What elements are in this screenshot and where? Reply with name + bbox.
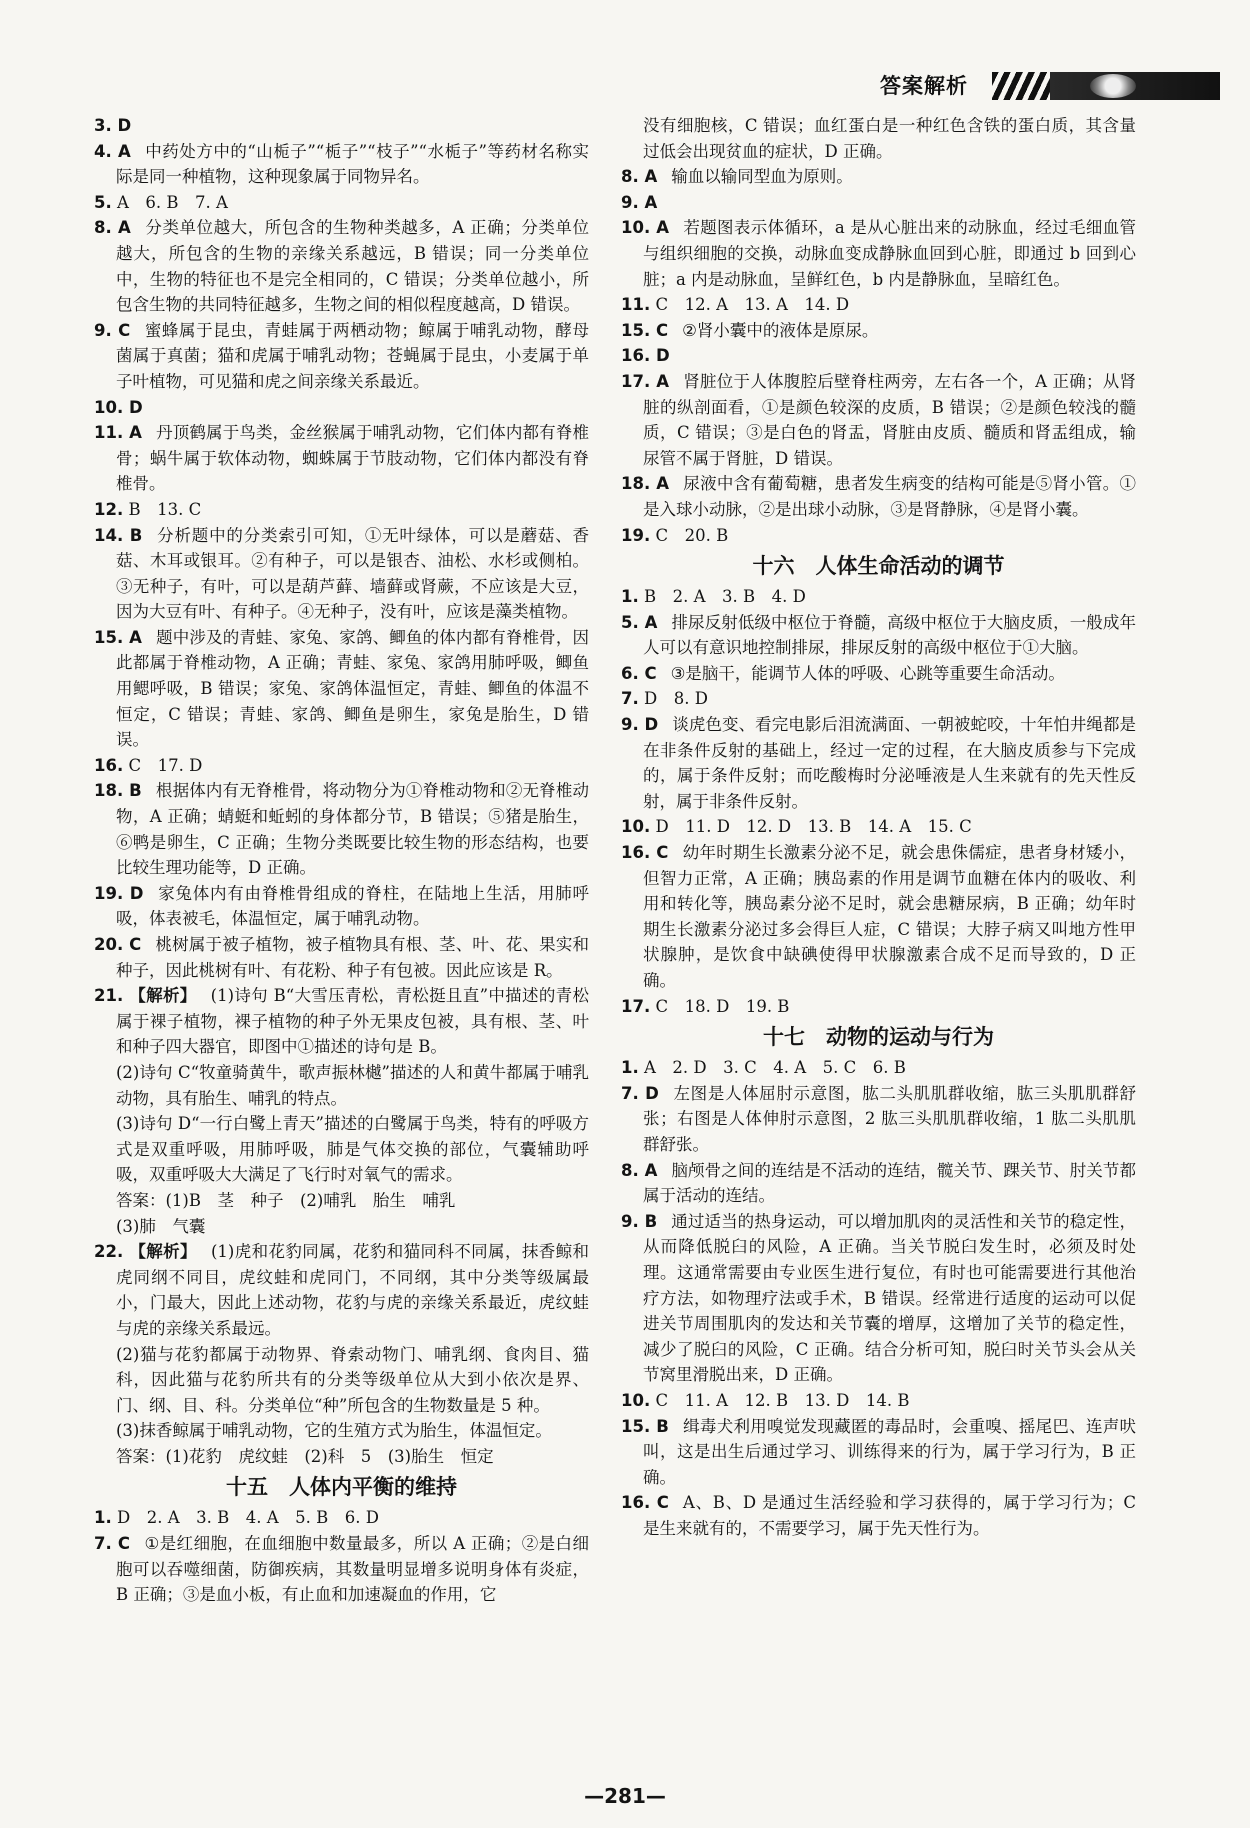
answer-item xyxy=(621,215,1136,292)
answer-letter: C xyxy=(638,663,657,683)
answer-letter: 【解析】 xyxy=(123,1242,197,1262)
question-number: 17. xyxy=(621,996,651,1016)
answer-item xyxy=(621,686,1136,712)
answer-text: 蜜蜂属于昆虫，青蛙属于两栖动物；鲸属于哺乳动物，酵母菌属于真菌；猫和虎属于哺乳动物；苍蝇属于昆虫，小麦属于单子叶植物，可见猫和虎之间亲缘关系最近。 xyxy=(116,320,590,391)
answer-text: 谈虎色变、看完电影后泪流满面、一朝被蛇咬，十年怕井绳都是在非条件反射的基础上，经过一定的过程，在大脑皮质参与下完成的，属于条件反射；而吃酸梅时分泌唾液是人生来就有的先天性反射，属于非条件反射。 xyxy=(643,715,1137,811)
answer-letter: A xyxy=(650,371,670,391)
question-number: 8. xyxy=(621,167,639,187)
section-title: 十七 动物的运动与行为 xyxy=(763,1025,994,1050)
answer-text: (1)虎和花豹同属，花豹和猫同科不同属，抹香鲸和虎同纲不同目，虎纹蛙和虎同门，不同纲，其中分类等级属最小，门最大，因此上述动物，花豹与虎的亲缘关系最近，虎纹蛙与虎的亲缘关系最远。 xyxy=(116,1242,590,1338)
answer-text: 脑颅骨之间的连结是不活动的连结，髋关节、踝关节、肘关节都属于活动的连结。 xyxy=(643,1160,1136,1206)
answer-text: 排尿反射低级中枢位于脊髓，高级中枢位于大脑皮质，一般成年人可以有意识地控制排尿，排尿反射的高级中枢位于①大脑。 xyxy=(643,612,1136,658)
question-number: 10. xyxy=(621,1390,651,1410)
question-number: 18. xyxy=(94,781,124,801)
answer-item xyxy=(94,932,589,983)
answer-item xyxy=(621,712,1136,814)
answer-text: B 13. C xyxy=(128,499,202,519)
question-number: 12. xyxy=(94,499,124,519)
question-number: 19. xyxy=(621,525,651,545)
answer-letter: D xyxy=(638,715,659,735)
answer-text: C 12. A 13. A 14. D xyxy=(655,295,850,315)
question-number: 4. xyxy=(94,141,112,161)
answer-item xyxy=(621,661,1136,687)
answer-letter: 【解析】 xyxy=(123,986,197,1006)
answer-letter: C xyxy=(123,935,142,954)
question-number: 11. xyxy=(621,295,651,315)
answer-item xyxy=(94,881,589,932)
answer-text: 分类单位越大，所包含的生物种类越多，A 正确；分类单位越大，所包含的生物的亲缘关系越远，B 错误；同一分类单位中，生物的特征也不是完全相同的，C 错误；分类单位越小，所包含生物的共同特征越多，生物之间的相似程度越高，D 错误。 xyxy=(116,218,589,315)
question-number: 16. xyxy=(621,346,651,366)
answer-item xyxy=(94,1531,589,1608)
answer-letter: C xyxy=(111,1534,131,1554)
answer-item xyxy=(621,164,1136,190)
page-header xyxy=(880,68,1220,104)
answer-continuation: (2)诗句 C“牧童骑黄牛，歌声振林樾”描述的人和黄牛都属于哺乳动物，具有胎生、哺乳的特点。 xyxy=(116,1062,589,1108)
question-number: 5. xyxy=(621,612,639,632)
answer-letter: A xyxy=(638,1160,658,1180)
answer-item xyxy=(94,497,589,523)
answer-letter: A xyxy=(650,474,670,494)
answer-item xyxy=(621,369,1136,471)
answer-text: 桃树属于被子植物，被子植物具有根、茎、叶、花、果实和种子，因此桃树有叶、有花粉、种子有包被。因此应该是 R。 xyxy=(116,935,590,980)
answer-item xyxy=(94,625,589,753)
answer-letter: A xyxy=(650,218,670,238)
question-number: 22. xyxy=(94,1242,124,1262)
answer-letter: D xyxy=(650,346,670,366)
answer-text: 家兔体内有由脊椎骨组成的脊柱，在陆地上生活，用肺呼吸，体表被毛，体温恒定，属于哺乳动物。 xyxy=(116,883,589,929)
question-number: 15. xyxy=(621,320,651,340)
answer-item xyxy=(621,292,1136,318)
question-number: 7. xyxy=(621,1083,639,1103)
answer-letter: B xyxy=(650,1416,669,1436)
answer-text: 丹顶鹤属于鸟类，金丝猴属于哺乳动物，它们体内都有脊椎骨；蜗牛属于软体动物，蜘蛛属于节肢动物，它们体内都没有脊椎骨。 xyxy=(116,423,589,494)
answer-text: ③是脑干，能调节人体的呼吸、心跳等重要生命活动。 xyxy=(670,663,1065,683)
question-number: 1. xyxy=(621,1058,639,1078)
question-number: 17. xyxy=(621,371,651,391)
question-number: 10. xyxy=(94,397,124,417)
answer-text: C 11. A 12. B 13. D 14. B xyxy=(655,1390,910,1410)
question-number: 16. xyxy=(621,843,651,863)
question-number: 8. xyxy=(94,218,112,238)
question-number: 18. xyxy=(621,474,651,494)
answer-item xyxy=(621,1490,1136,1541)
answer-item xyxy=(94,139,589,190)
answer-item xyxy=(94,523,589,625)
answer-letter: B xyxy=(123,525,143,545)
question-number: 1. xyxy=(621,587,639,607)
answer-item xyxy=(94,190,589,216)
answer-letter: D xyxy=(123,883,144,903)
answer-item xyxy=(621,814,1136,840)
question-number: 21. xyxy=(94,986,124,1006)
answer-item xyxy=(94,983,589,1060)
answer-letter: C xyxy=(650,843,669,863)
answer-text: D 11. D 12. D 13. B 14. A 15. C xyxy=(655,817,972,837)
answer-text: 根据体内有无脊椎骨，将动物分为①脊椎动物和②无脊椎动物，A 正确；蜻蜓和蚯蚓的身体都分节，B 错误；⑤猪是胎生，⑥鸭是卵生，C 正确；生物分类既要比较生物的形态结构，也要比较生理功能等，D 正确。 xyxy=(116,781,590,878)
answer-item xyxy=(621,1209,1136,1388)
question-number: 16. xyxy=(621,1493,651,1513)
answer-text: A、B、D 是通过生活经验和学习获得的，属于学习行为；C 是生来就有的，不需要学习，属于先天性行为。 xyxy=(643,1493,1137,1538)
question-number: 9. xyxy=(621,1211,639,1231)
header-title: 答案解析 xyxy=(880,74,968,98)
answer-letter: C xyxy=(111,320,131,340)
answer-letter: A xyxy=(123,627,142,647)
question-number: 10. xyxy=(621,817,651,837)
header-logo-icon xyxy=(1090,74,1136,98)
answer-text: D 8. D xyxy=(644,689,708,709)
answer-text: 分析题中的分类索引可知，①无叶绿体，可以是蘑菇、香菇、木耳或银耳。②有种子，可以是银杏、油松、水杉或侧柏。③无种子，有叶，可以是葫芦藓、墙藓或肾蕨，不应该是大豆，因为大豆有叶、有种子。④无种子，没有叶，应该是藻类植物。 xyxy=(116,525,590,622)
question-number: 1. xyxy=(94,1508,112,1528)
page-number: —281— xyxy=(584,1784,666,1808)
answer-text: ①是红细胞，在血细胞中数量最多，所以 A 正确；②是白细胞可以吞噬细菌，防御疾病，其数量明显增多说明身体有炎症，B 正确；③是血小板，有止血和加速凝血的作用，它 xyxy=(116,1534,589,1605)
answer-letter: A xyxy=(638,192,658,212)
question-number: 15. xyxy=(94,627,124,647)
section-title: 十五 人体内平衡的维持 xyxy=(226,1475,457,1500)
question-number: 15. xyxy=(621,1416,651,1436)
answer-item xyxy=(621,318,1136,344)
answer-item xyxy=(621,840,1136,994)
answer-item xyxy=(621,1055,1136,1081)
answer-item xyxy=(621,471,1136,522)
question-number: 7. xyxy=(94,1534,112,1554)
question-number: 3. xyxy=(94,116,112,135)
question-number: 9. xyxy=(621,192,639,212)
answer-item xyxy=(621,523,1136,549)
answer-text: 尿液中含有葡萄糖，患者发生病变的结构可能是⑤肾小管。①是入球小动脉，②是出球小动脉，③是肾静脉，④是肾小囊。 xyxy=(643,474,1137,519)
answer-continuation: (3)诗句 D“一行白鹭上青天”描述的白鹭属于鸟类，特有的呼吸方式是双重呼吸，用肺呼吸，肺是气体交换的部位，气囊辅助呼吸，双重呼吸大大满足了飞行时对氧气的需求。 xyxy=(116,1114,589,1185)
answer-continuation: (3)抹香鲸属于哺乳动物，它的生殖方式为胎生，体温恒定。 xyxy=(116,1421,552,1441)
answer-item xyxy=(94,753,589,779)
answer-text: A 2. D 3. C 4. A 5. C 6. B xyxy=(644,1058,906,1078)
answer-text: B 2. A 3. B 4. D xyxy=(644,587,806,607)
answer-item xyxy=(621,1388,1136,1414)
answer-text: 肾脏位于人体腹腔后壁脊柱两旁，左右各一个，A 正确；从肾脏的纵剖面看，①是颜色较深的皮质，B 错误；②是颜色较浅的髓质，C 错误；③是白色的肾盂，肾脏由皮质、髓质和肾盂组成，输尿管不属于肾脏，D 错误。 xyxy=(643,371,1137,468)
answer-text: C 20. B xyxy=(655,525,729,545)
answer-item xyxy=(94,113,589,139)
answer-letter: A xyxy=(123,423,142,443)
answer-letter: A xyxy=(638,612,658,632)
answer-continuation: 答案：(1)B 茎 种子 (2)哺乳 胎生 哺乳 xyxy=(116,1190,456,1210)
answer-text: D 2. A 3. B 4. A 5. B 6. D xyxy=(117,1508,379,1528)
answer-continuation: (3)肺 气囊 xyxy=(116,1216,206,1236)
answer-letter: C xyxy=(650,1493,669,1513)
answer-letter: D xyxy=(123,397,143,417)
question-number: 16. xyxy=(94,755,124,775)
question-number: 14. xyxy=(94,525,124,545)
answer-item xyxy=(621,584,1136,610)
answer-item xyxy=(94,420,589,497)
answer-text: 输血以输同型血为原则。 xyxy=(671,167,853,187)
answer-text: C 17. D xyxy=(128,755,203,775)
answer-text: 缉毒犬利用嗅觉发现藏匿的毒品时，会重嗅、摇尾巴、连声吠叫，这是出生后通过学习、训练得来的行为，属于学习行为，B 正确。 xyxy=(643,1416,1136,1487)
answer-item xyxy=(94,318,589,395)
answer-text: 通过适当的热身运动，可以增加肌肉的灵活性和关节的稳定性，从而降低脱臼的风险，A 正确。当关节脱臼发生时，必须及时处理。这通常需要由专业医生进行复位，有时也可能需要进行其他治疗方法，如物理疗法或手术，B 错误。经常进行适度的运动可以促进关节周围肌肉的发达和关节囊的增厚，这增加了关节的稳定性，减少了脱臼的风险，C 正确。结合分析可知，脱臼时关节头会从关节窝里滑脱出来，D 正确。 xyxy=(643,1211,1136,1385)
answer-continuation: (2)猫与花豹都属于动物界、脊索动物门、哺乳纲、食肉目、猫科，因此猫与花豹所共有的分类等级单位从大到小依次是界、门、纲、目、科。分类单位“种”所包含的生物数量是 5 种。 xyxy=(116,1344,589,1415)
answer-text: 题中涉及的青蛙、家兔、家鸽、鲫鱼的体内都有脊椎骨，因此都属于脊椎动物，A 正确；青蛙、家兔、家鸽用肺呼吸，鲫鱼用鳃呼吸，B 错误；家兔、家鸽体温恒定，青蛙、鲫鱼的体温不恒定，C 错误；青蛙、家鸽、鲫鱼是卵生，家兔是胎生，D 错误。 xyxy=(116,627,589,750)
answer-letter: B xyxy=(638,1211,658,1231)
question-number: 19. xyxy=(94,883,124,903)
answer-item xyxy=(94,395,589,421)
answer-item xyxy=(621,1414,1136,1491)
answer-item xyxy=(621,1081,1136,1158)
answer-letter: A xyxy=(111,218,131,238)
question-number: 5. xyxy=(94,192,112,212)
answer-item xyxy=(621,610,1136,661)
question-number: 10. xyxy=(621,218,651,238)
answer-text: C 18. D 19. B xyxy=(655,996,790,1016)
answer-text: A 6. B 7. A xyxy=(117,192,228,212)
answer-letter: D xyxy=(111,116,132,135)
question-number: 20. xyxy=(94,935,124,954)
answer-item xyxy=(621,190,1136,216)
answer-text: 左图是人体屈肘示意图，肱二头肌肌群收缩，肱三头肌肌群舒张；右图是人体伸肘示意图，2 肱三头肌肌群收缩，1 肱二头肌肌群舒张。 xyxy=(643,1083,1137,1154)
answer-item xyxy=(621,1158,1136,1209)
answer-text: (1)诗句 B“大雪压青松，青松挺且直”中描述的青松属于裸子植物，裸子植物的种子外无果皮包被，具有根、茎、叶和种子四大器官，即图中①描述的诗句是 B。 xyxy=(116,986,589,1057)
question-number: 6. xyxy=(621,663,639,683)
right-column xyxy=(621,113,1136,1541)
question-number: 9. xyxy=(621,715,639,735)
answer-letter: A xyxy=(638,167,658,187)
answer-item xyxy=(621,343,1136,369)
answer-text: 中药处方中的“山栀子”“栀子”“枝子”“水栀子”等药材名称实际是同一种植物，这种现象属于同物异名。 xyxy=(116,141,590,187)
section-title: 十六 人体生命活动的调节 xyxy=(752,554,1005,579)
question-number: 7. xyxy=(621,689,639,709)
answer-continuation: 答案：(1)花豹 虎纹蛙 (2)科 5 (3)胎生 恒定 xyxy=(116,1446,494,1466)
answer-continuation: 没有细胞核，C 错误；血红蛋白是一种红色含铁的蛋白质，其含量过低会出现贫血的症状，D 正确。 xyxy=(643,116,1136,161)
answer-letter: D xyxy=(638,1083,659,1103)
answer-item xyxy=(94,215,589,317)
question-number: 8. xyxy=(621,1160,639,1180)
answer-item xyxy=(94,778,589,880)
answer-item xyxy=(621,994,1136,1020)
question-number: 9. xyxy=(94,320,112,340)
answer-text: 若题图表示体循环，a 是从心脏出来的动脉血，经过毛细血管与组织细胞的交换，动脉血变成静脉血回到心脏，即通过 b 回到心脏；a 内是动脉血，呈鲜红色，b 内是静脉血，呈暗红色。 xyxy=(643,218,1136,289)
answer-text: ②肾小囊中的液体是原尿。 xyxy=(682,320,879,340)
left-column xyxy=(94,113,589,1608)
question-number: 11. xyxy=(94,423,124,443)
answer-item xyxy=(94,1239,589,1341)
header-slash-decoration xyxy=(992,72,1052,100)
answer-letter: C xyxy=(650,320,669,340)
answer-letter: A xyxy=(111,141,131,161)
answer-item xyxy=(94,1505,589,1531)
answer-letter: B xyxy=(123,781,142,801)
answer-text: 幼年时期生长激素分泌不足，就会患侏儒症，患者身材矮小，但智力正常，A 正确；胰岛素的作用是调节血糖在体内的吸收、利用和转化等，胰岛素分泌不足时，就会患糖尿病，B 正确；幼年时期生长激素分泌过多会得巨人症，C 错误；大脖子病又叫地方性甲状腺肿，是饮食中缺碘使得甲状腺激素合成不足而导致的，D 正确。 xyxy=(643,843,1136,990)
